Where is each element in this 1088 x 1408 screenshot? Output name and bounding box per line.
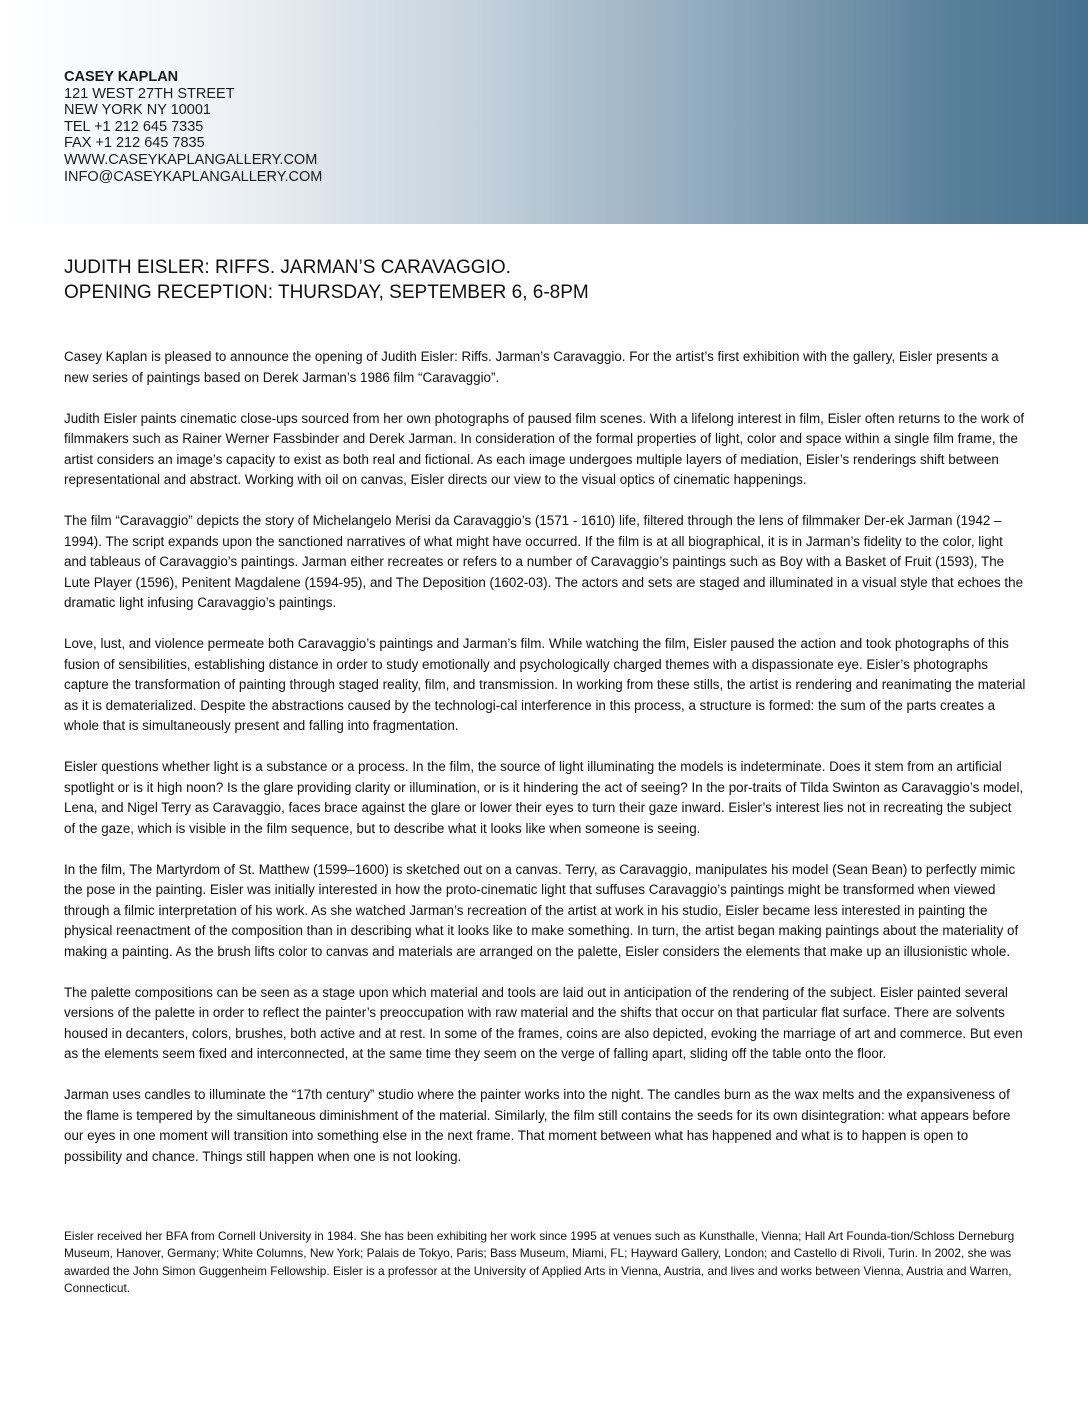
paragraph-2: Judith Eisler paints cinematic close-ups sourced from her own photographs of paused film scenes. With a lifelong interest in film, Eisler often returns to the work of filmmakers such as Rainer Werner Fassbinder and Derek Jarman. In consideration of the formal properties of light, color and space within a single film frame, the artist considers an image’s capacity to exist as both real and fictional. As each image undergoes multiple layers of mediation, Eisler’s renderings shift between representational and abstract. Working with oil on canvas, Eisler directs our view to the visual optics of cinematic happenings. (64, 410, 1025, 487)
email: INFO@CASEYKAPLANGALLERY.COM (64, 168, 323, 185)
paragraph-6: In the film, The Martyrdom of St. Matthew (1599–1600) is sketched out on a canvas. Terry, as Caravaggio, manipulates his model (Sean Bean) to perfectly mimic the pose in the painting. Eisler was initially interested in how the proto-cinematic light that suffuses Caravaggio’s paintings might be transformed when viewed through a filmic interpretation of his work. As she watched Jarman’s recreation of the artist at work in his studio, Eisler became less interested in painting the physical reenactment of the composition than in describing what it looks like to make something. In turn, the artist began making paintings about the materiality of making a painting. As the brush lifts color to canvas and materials are arranged on the palette, Eisler considers the elements that make up an illusionistic whole. (64, 861, 1019, 959)
press-release-body (64, 347, 1026, 1188)
fax: FAX +1 212 645 7835 (64, 135, 205, 152)
press-release-title (64, 255, 589, 305)
telephone: TEL +1 212 645 7335 (64, 118, 204, 135)
paragraph-7: The palette compositions can be seen as a stage upon which material and tools are laid out in anticipation of the rendering of the subject. Eisler painted several versions of the palette in order to reflect the painter’s preoccupation with raw material and the shifts that occur on that particular flat surface. There are solvents housed in decanters, colors, brushes, both active and at rest. In some of the frames, coins are also depicted, evoking the marriage of art and commerce. But even as the elements seem fixed and interconnected, at the same time they seem on the verge of falling apart, sliding off the table onto the floor. (64, 984, 1023, 1061)
paragraph-5: Eisler questions whether light is a substance or a process. In the film, the source of light illuminating the models is indeterminate. Does it stem from an artificial spotlight or is it high noon? Is the glare providing clarity or illumination, or is it hindering the act of seeing? In the por-traits of Tilda Swinton as Caravaggio’s model, Lena, and Nigel Terry as Caravaggio, faces brace against the glare or lower their eyes to turn their gaze inward. Eisler’s interest lies not in recreating the subject of the gaze, which is visible in the film sequence, but to describe what it looks like when someone is seeing. (64, 759, 1024, 836)
address-street: 121 WEST 27TH STREET (64, 85, 235, 102)
paragraph-3: The film “Caravaggio” depicts the story of Michelangelo Merisi da Caravaggio’s (1571 - 1610) life, filtered through the lens of filmmaker Der-ek Jarman (1942 – 1994). The script expands upon the sanctioned narratives of what might have occurred. If the film is at all biographical, it is in Jarman’s fidelity to the color, light and tableaus of Caravaggio’s paintings. Jarman either recreates or refers to a number of Caravaggio’s paintings such as Boy with a Basket of Fruit (1593), The Lute Player (1596), Penitent Magdalene (1594-95), and The Deposition (1602-03). The actors and sets are staged and illuminated in a visual style that echoes the dramatic light infusing Caravaggio’s paintings. (64, 513, 1024, 610)
letterhead (64, 69, 322, 185)
paragraph-8: Jarman uses candles to illuminate the “17th century” studio where the painter works into the night. The candles burn as the wax melts and the expansiveness of the flame is tempered by the simultaneous diminishment of the material. Similarly, the film still contains the seeds for its own disintegration: what appears before our eyes in one moment will transition into something else in the next frame. That moment between what has happened and what is to happen is open to possibility and chance. Things still happen when one is not looking. (64, 1087, 1011, 1164)
paragraph-1: Casey Kaplan is pleased to announce the opening of Judith Eisler: Riffs. Jarman’s Caravaggio. For the artist’s first exhibition with the gallery, Eisler presents a new series of paintings based on Derek Jarman’s 1986 film “Caravaggio”. (64, 349, 999, 385)
opening-reception: OPENING RECEPTION: THURSDAY, SEPTEMBER 6, 6-8PM (64, 282, 589, 303)
paragraph-4: Love, lust, and violence permeate both Caravaggio’s paintings and Jarman’s film. While watching the film, Eisler paused the action and took photographs of this fusion of sensibilities, establishing distance in order to study emotionally and psychologically charged themes with a dispassionate eye. Eisler’s photographs capture the transformation of painting through staged reality, film, and transmission. In working from these stills, the artist is rendering and reanimating the material as it is dematerialized. Despite the abstractions caused by the technologi-cal interference in this process, a structure is formed: the sum of the parts creates a whole that is simultaneously present and falling into fragmentation. (64, 636, 1026, 733)
exhibition-title: JUDITH EISLER: RIFFS. JARMAN’S CARAVAGGIO. (64, 257, 511, 278)
website: WWW.CASEYKAPLANGALLERY.COM (64, 151, 318, 168)
address-city: NEW YORK NY 10001 (64, 102, 211, 119)
gallery-name: CASEY KAPLAN (64, 69, 179, 85)
artist-bio: Eisler received her BFA from Cornell University in 1984. She has been exhibiting her work since 1995 at venues such as Kunsthalle, Vienna; Hall Art Founda-tion/Schloss Derneburg Museum, Hanover, Germany; White Columns, New York; Palais de Tokyo, Paris; Bass Museum, Miami, FL; Hayward Gallery, London; and Castello di Rivoli, Turin. In 2002, she was awarded the John Simon Guggenheim Fellowship. Eisler is a professor at the University of Applied Arts in Vienna, Austria, and lives and works between Vienna, Austria and Warren, Connecticut. (64, 1229, 1015, 1295)
